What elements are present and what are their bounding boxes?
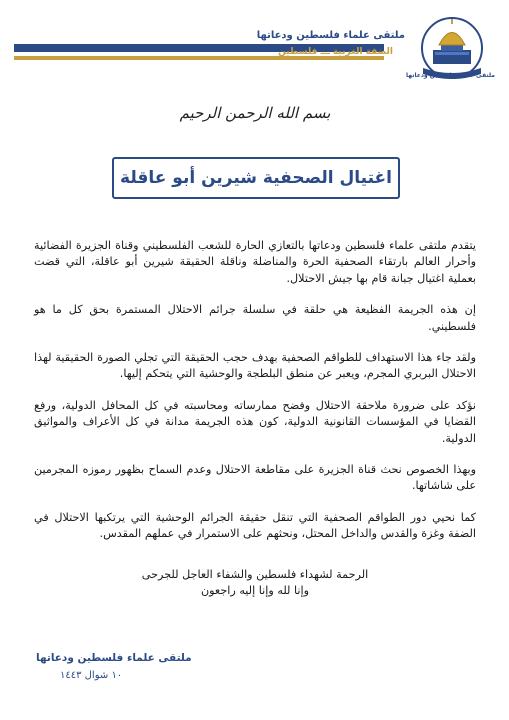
closing-prayer xyxy=(34,567,476,600)
org-subtitle: الضفة الغربية ـــ فلسطين xyxy=(278,47,393,57)
basmala: بسم الله الرحمن الرحيم xyxy=(179,104,331,122)
letterhead xyxy=(0,0,509,100)
paragraph-boycott: وبهذا الخصوص نحث قناة الجزيرة على مقاطعة الاحتلال وعدم السماح بظهور رموزه المجرمين على شاشاتها. xyxy=(34,463,476,493)
logo-caption: ملتقى علماء فلسطين ودعاتها xyxy=(406,72,495,79)
paragraph-salute: كما نحيي دور الطواقم الصحفية التي تنقل حقيقة الجرائم الوحشية التي يرتكبها الاحتلال في الضفة وغزة والقدس والداخل المحتل، ونحثهم على الاستمرار في عملهم المقدس. xyxy=(34,510,476,541)
paragraph-accountability: نؤكد على ضرورة ملاحقة الاحتلال وفضح ممارساته ومحاسبته في كل المحافل الدولية، ورفع القضايا في المؤسسات القانونية الدولية، كون هذه الجريمة مدانة في كل الأعراف والمواثيق الدولية. xyxy=(34,398,476,445)
page-title: اغتيال الصحفية شيرين أبو عاقلة xyxy=(120,168,392,188)
closing-line-2: وإنا لله وإنا إليه راجعون xyxy=(200,584,310,598)
paragraph-targeting: ولقد جاء هذا الاستهداف للطواقم الصحفية بهدف حجب الحقيقة التي تجلي الصورة الحقيقية لهذا الاحتلال البربري المجرم، ويعبر عن منطق البلطجة والوحشية التي يتحكم إليها. xyxy=(34,351,476,381)
closing-line-1: الرحمة لشهداء فلسطين والشفاء العاجل للجرحى xyxy=(141,568,369,581)
title-box xyxy=(112,157,400,199)
paragraph-crime: إن هذه الجريمة الفظيعة هي حلقة في سلسلة جرائم الاحتلال المستمرة بحق كل ما هو فلسطيني. xyxy=(34,303,476,333)
paragraph-condolences: يتقدم ملتقى علماء فلسطين ودعاتها بالتعازي الحارة للشعب الفلسطيني وقناة الجزيرة الفضائية وأحرار العالم بارتقاء الصحفية الحرة والمناضلة وناقلة الحقيقة شيرين أبو عاقلة، التي قضت بعملية اغتيال جبانة قام بها جيش الاحتلال. xyxy=(34,239,476,285)
org-name: ملتقى علماء فلسطين ودعاتها xyxy=(256,30,405,41)
signature-name: ملتقى علماء فلسطين ودعاتها xyxy=(36,652,192,664)
signature-date: ١٠ شوال ١٤٤٣ xyxy=(60,670,123,681)
statement-body xyxy=(34,238,476,558)
